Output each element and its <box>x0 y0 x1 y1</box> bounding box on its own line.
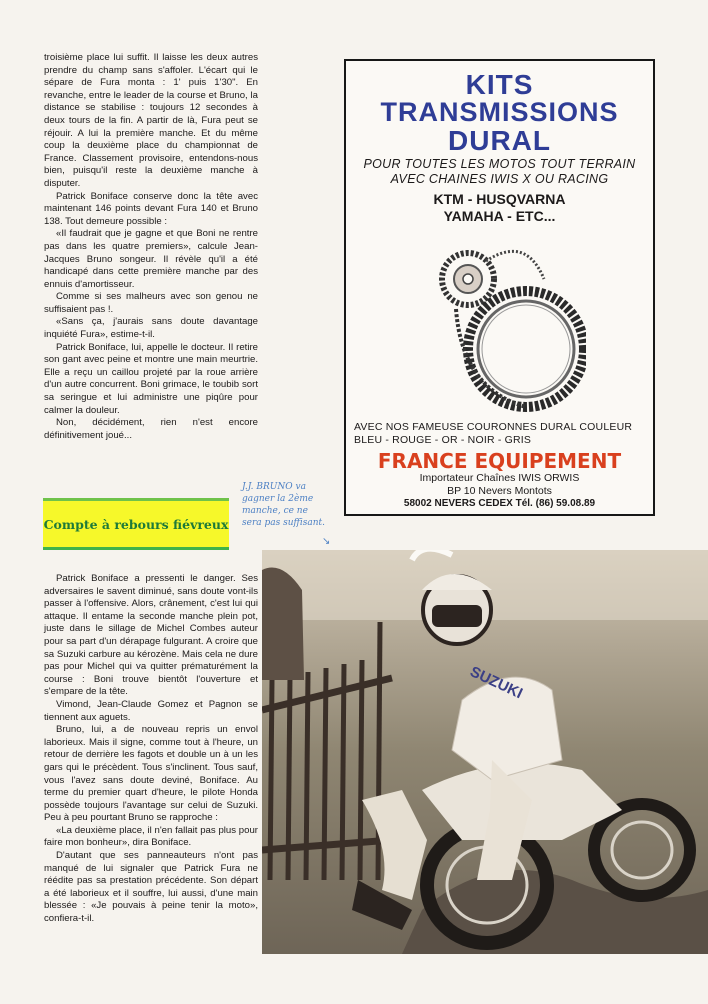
paragraph: troisième place lui suffit. Il laisse les deux autres prendre du champ sans s'affoler. L'écart qui le sépare de Fura monta : 1' puis 1'30". En revanche, entre le leader de la course et Bruno, la distance se stabilise : toujours 12 secondes à deux tours de la fin. A partir de là, Fura peut se réjouir. A lui la première manche. Et du même coup la deuxième place du championnat de France. Classement provisoire, entendons-nous bien, puisqu'il reste la deuxième manche à disputer. <box>44 52 258 189</box>
paragraph: «Il faudrait que je gagne et que Boni ne rentre pas dans les quatre premiers», calcule Jean-Jacques Bruno songeur. Il révèle qu'il a été handicapé dans cette première manche par des ennuis d'amortisseur. <box>44 228 258 290</box>
section-heading <box>43 498 229 550</box>
paragraph: Vimond, Jean-Claude Gomez et Pagnon se tiennent aux aguets. <box>44 698 258 723</box>
ad-bp-line: BP 10 Nevers Montots <box>447 485 552 497</box>
ad-importer <box>346 472 653 498</box>
article-column-top <box>44 52 258 442</box>
bike-text: SUZUKI <box>467 663 526 703</box>
article-column-bottom <box>44 573 258 926</box>
paragraph: Patrick Boniface, lui, appelle le docteur. Il retire son gant avec peine et montre une main meurtrie. Elle a reçu un caillou projeté par la roue arrière d'un autre concurrent. Boni grimace, le toubib sort sa seringue et lui administre une piqûre pour calmer la douleur. <box>44 341 258 416</box>
rider-illustration <box>262 550 708 954</box>
paragraph: D'autant que ses panneauteurs n'ont pas manqué de lui signaler que Patrick Fura ne réédite pas sa prestation précédente. Son départ a été laborieux et il souffre, lui aussi, d'une main blessée : «Je pouvais à peine tenir la moto», confiera-t-il. <box>44 850 258 925</box>
ad-address: 58002 NEVERS CEDEX Tél. (86) 59.08.89 <box>403 498 596 509</box>
chain-sprocket-icon <box>426 239 586 415</box>
ad-brands-line-1: KTM - HUSQVARNA <box>433 191 566 207</box>
ad-company-logo: FRANCE EQUIPEMENT <box>377 449 622 473</box>
photo-caption: J.J. BRUNO va gagner la 2ème manche, ce ne sera pas suffisant. <box>242 482 326 528</box>
paragraph: Non, décidément, rien n'est encore définitivement joué... <box>44 417 258 441</box>
paragraph: Bruno, lui, a de nouveau repris un envol laborieux. Mais il signe, comme tout à l'heure, un retour de derrière les fagots et double un à un les gars qui le précèdent. Tous s'inclinent. Tous sauf, vous l'avez sans doute deviné, Boniface. Au terme du premier quart d'heure, le pilote Honda possède toujours l'avantage sur celui de Suzuki. Peu à peu pourtant Bruno se rapproche : <box>44 724 258 824</box>
paragraph: «Sans ça, j'aurais sans doute davantage inquiété Fura», estime-t-il. <box>44 316 258 341</box>
ad-importer-line: Importateur Chaînes IWIS ORWIS <box>419 472 580 484</box>
section-heading-text: Compte à rebours fiévreux <box>43 516 229 532</box>
motocross-photo <box>262 550 708 954</box>
paragraph: Patrick Boniface a pressenti le danger. Ses adversaires le savent diminué, sans doute vont-ils passer à l'offensive. Alors, crânement, c'est lui qui attaque. Il entame la seconde manche plein pot, juste dans le sillage de Michel Combes auteur pour sa part d'un dérapage fulgurant. A croire que sa Suzuki carbure au kérozène. Mais cela ne dure pas pour Michel qui va quitter prématurément la course : Boni trouve bientôt l'ouverture et s'empare de la tête. <box>44 573 258 698</box>
ad-subtitle: POUR TOUTES LES MOTOS TOUT TERRAIN AVEC CHAINES IWIS X OU RACING <box>363 157 636 186</box>
advertisement <box>344 59 655 516</box>
ad-brands-line-2: YAMAHA - ETC... <box>443 208 556 224</box>
ad-title-transmissions: TRANSMISSIONS <box>380 97 619 127</box>
caption-arrow-icon: ↘ <box>322 536 331 547</box>
paragraph: Comme si ses malheurs avec son genou ne suffisaient pas !. <box>44 291 258 315</box>
ad-brands <box>346 191 653 225</box>
ad-title-dural: DURAL <box>448 125 551 156</box>
ad-colors-text: AVEC NOS FAMEUSE COURONNES DURAL COULEUR BLEU - ROUGE - OR - NOIR - GRIS <box>354 421 633 446</box>
ad-title-kits: KITS <box>465 69 534 100</box>
paragraph: Patrick Boniface conserve donc la tête avec maintenant 146 points devant Fura 140 et Bruno 138. Tout demeure possible : <box>44 190 258 227</box>
paragraph: «La deuxième place, il n'en fallait pas plus pour faire mon bonheur», dira Boniface. <box>44 824 258 849</box>
